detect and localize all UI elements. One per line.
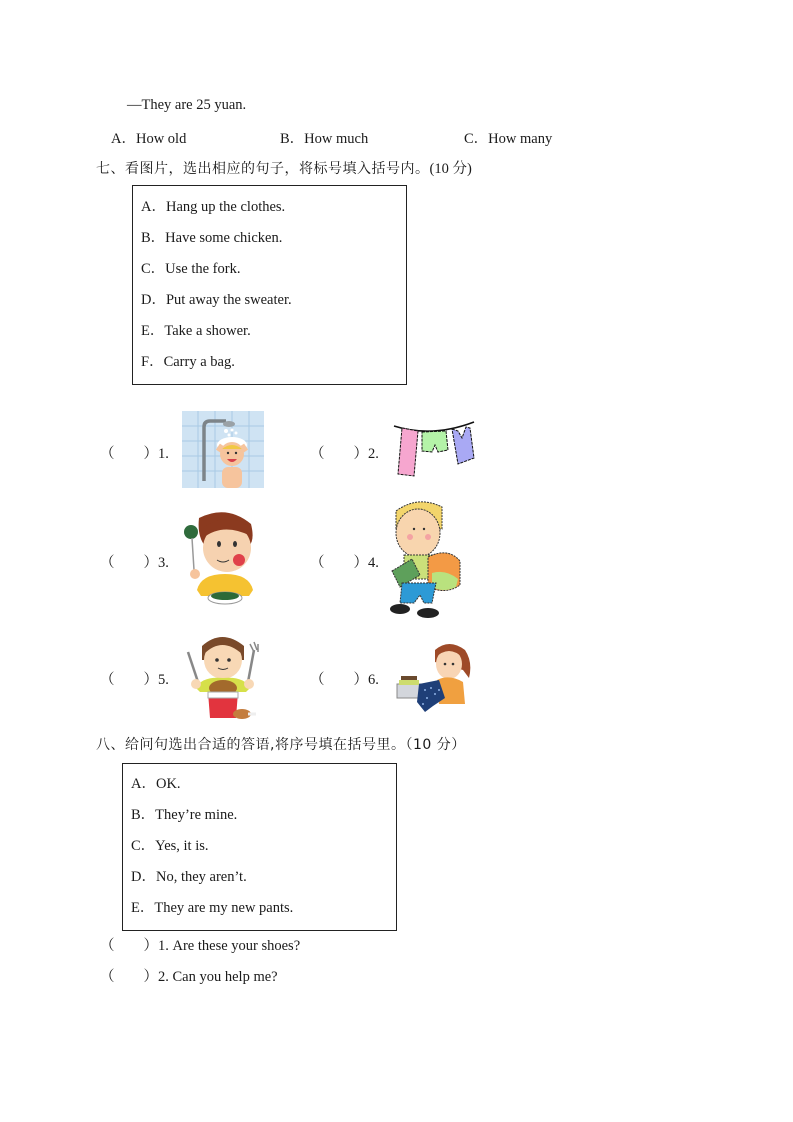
option-letter: C．	[464, 131, 489, 147]
question-2[interactable]	[100, 965, 278, 986]
choice-b	[131, 803, 237, 824]
choice-text: Use the fork.	[165, 261, 241, 277]
answer-blank[interactable]: （ ）	[100, 969, 158, 985]
answer-blank[interactable]: （ ）	[100, 938, 158, 954]
answer-line: —They are 25 yuan.	[127, 97, 247, 113]
choice-c	[131, 834, 209, 855]
item-number: 5.	[158, 672, 169, 688]
choice-text: They are my new pants.	[154, 900, 294, 916]
answer-blank-2[interactable]	[310, 442, 379, 463]
option-text: How many	[488, 131, 553, 147]
answer-blank-3[interactable]	[100, 551, 169, 572]
boy-with-chicken-bucket-picture	[182, 630, 264, 722]
choice-letter: B．	[141, 230, 166, 246]
section7-choices-box	[132, 185, 407, 385]
choice-e	[141, 319, 251, 340]
choice-c	[141, 257, 240, 278]
section8-title: 八、给问句选出合适的答语,将序号填在括号里。	[96, 737, 406, 753]
choice-f	[141, 350, 235, 371]
item-number: 3.	[158, 555, 169, 571]
boy-showering-picture	[182, 411, 264, 488]
item-number: 2.	[368, 446, 379, 462]
paren: （ ）	[100, 555, 158, 571]
paren: （ ）	[310, 672, 368, 688]
choice-text: Have some chicken.	[165, 230, 283, 246]
choice-letter: C．	[131, 838, 156, 854]
section8-choices-box	[122, 763, 397, 931]
choice-d	[141, 288, 292, 309]
paren: （ ）	[100, 446, 158, 462]
choice-text: No, they aren’t.	[155, 869, 247, 885]
clothes-on-line-picture	[392, 418, 476, 480]
question-text: 1. Are these your shoes?	[158, 938, 301, 954]
option-letter: B．	[280, 131, 305, 147]
choice-text: Yes, it is.	[155, 838, 209, 854]
option-b[interactable]	[280, 127, 368, 148]
item-number: 4.	[368, 555, 379, 571]
choice-text: Put away the sweater.	[165, 292, 292, 308]
option-c[interactable]	[464, 127, 552, 148]
paren: （ ）	[310, 446, 368, 462]
choice-text: Carry a bag.	[163, 354, 235, 370]
choice-a	[131, 772, 181, 793]
question-text: 2. Can you help me?	[158, 969, 278, 985]
section8-heading	[96, 734, 466, 754]
choice-letter: E．	[131, 900, 155, 916]
choice-letter: A．	[131, 776, 156, 792]
section7-title: 七、看图片，选出相应的句子，将标号填入括号内。	[96, 161, 430, 177]
choice-d	[131, 865, 247, 886]
choice-e	[131, 896, 293, 917]
answer-blank-4[interactable]	[310, 551, 379, 572]
option-letter: A．	[111, 131, 136, 147]
section8-points: （10 分）	[405, 737, 466, 753]
choice-letter: F．	[141, 354, 164, 370]
choice-text: Hang up the clothes.	[165, 199, 286, 215]
section7-heading	[96, 157, 472, 178]
answer-blank-6[interactable]	[310, 668, 379, 689]
girl-folding-sweater-picture	[393, 640, 473, 712]
option-a[interactable]	[111, 127, 186, 148]
item-number: 6.	[368, 672, 379, 688]
choice-text: OK.	[155, 776, 181, 792]
choice-b	[141, 226, 282, 247]
choice-text: Take a shower.	[164, 323, 251, 339]
option-text: How much	[304, 131, 369, 147]
answer-blank-1[interactable]	[100, 442, 169, 463]
choice-letter: B．	[131, 807, 156, 823]
option-text: How old	[135, 131, 187, 147]
choice-letter: D．	[141, 292, 166, 308]
item-number: 1.	[158, 446, 169, 462]
choice-letter: E．	[141, 323, 165, 339]
choice-letter: C．	[141, 261, 166, 277]
answer-blank-5[interactable]	[100, 668, 169, 689]
paren: （ ）	[310, 555, 368, 571]
boy-carrying-backpack-picture	[388, 499, 464, 621]
section7-points: (10 分)	[429, 161, 472, 177]
choice-text: They’re mine.	[155, 807, 238, 823]
question-1[interactable]	[100, 934, 300, 955]
choice-letter: D．	[131, 869, 156, 885]
paren: （ ）	[100, 672, 158, 688]
choice-letter: A．	[141, 199, 166, 215]
boy-eating-broccoli-with-fork-picture	[183, 510, 257, 608]
choice-a	[141, 195, 285, 216]
